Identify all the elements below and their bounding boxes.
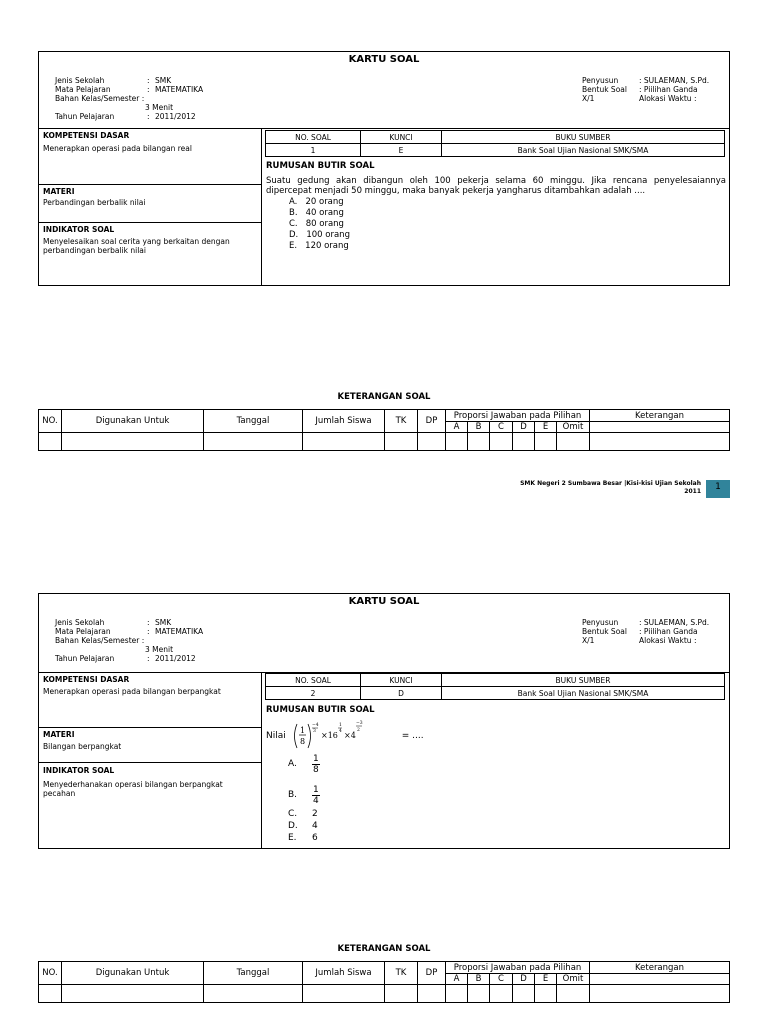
menit: 3 Menit bbox=[145, 103, 174, 112]
card-title: KARTU SOAL bbox=[348, 54, 420, 65]
svg-text:4: 4 bbox=[338, 729, 342, 734]
keterangan-table: NO. Digunakan Untuk Tanggal Jumlah Siswa TK DP Proporsi Jawaban pada Pilihan Keterangan A B C D E Omit bbox=[38, 961, 730, 1003]
question-text: Suatu gedung akan dibangun oleh 100 pekerja selama 60 minggu. Jika rencana penyelesaiannya dipercepat menjadi 50 minggu, maka banyak pekerja yangharus ditambahkan adalah .... bbox=[266, 176, 726, 196]
keterangan-title: KETERANGAN SOAL bbox=[337, 392, 431, 402]
buku-value: Bank Soal Ujian Nasional SMK/SMA bbox=[442, 687, 725, 700]
svg-text:×16: ×16 bbox=[320, 731, 338, 740]
indikator-text: Menyederhanakan operasi bilangan berpangkat pecahan bbox=[43, 780, 223, 798]
header-left: Jenis Sekolah : SMK Mata Pelajaran : MATEMATIKA Bahan Kelas/Semester : 3 Menit Tahun Pelajaran : 2011/2012 bbox=[55, 76, 204, 121]
ket-header-tanggal: Tanggal bbox=[204, 410, 303, 433]
page-number: 1 bbox=[706, 480, 730, 498]
bentuk-soal: Piilihan Ganda bbox=[643, 627, 698, 636]
ket-header-dp: DP bbox=[418, 410, 446, 433]
svg-text:1: 1 bbox=[338, 723, 342, 728]
question-suffix: = .... bbox=[401, 731, 424, 741]
header-left: Jenis Sekolah : SMK Mata Pelajaran : MATEMATIKA Bahan Kelas/Semester : 3 Menit Tahun Pelajaran : 2011/2012 bbox=[55, 618, 204, 663]
page-footer: SMK Negeri 2 Sumbawa Besar |Kisi-kisi Ujian Sekolah 2011 bbox=[520, 480, 701, 495]
ket-header-proporsi: Proporsi Jawaban pada Pilihan bbox=[446, 410, 590, 422]
ket-header-keterangan: Keterangan bbox=[590, 410, 730, 422]
svg-text:1: 1 bbox=[299, 726, 305, 735]
kunci-value: D bbox=[361, 687, 442, 700]
options-list bbox=[288, 751, 320, 845]
indikator-heading: INDIKATOR SOAL bbox=[43, 766, 115, 775]
svg-text:−3: −3 bbox=[355, 721, 363, 726]
kunci-value: E bbox=[361, 144, 442, 157]
ket-header-tk: TK bbox=[385, 410, 418, 433]
kelas: X/1 bbox=[582, 636, 595, 645]
exponent-formula-graphic bbox=[289, 720, 399, 752]
materi-heading: MATERI bbox=[43, 730, 75, 739]
option-c: C. 80 orang bbox=[289, 219, 344, 229]
no-soal-header: NO. SOAL bbox=[266, 131, 361, 144]
rumusan-heading: RUMUSAN BUTIR SOAL bbox=[266, 161, 375, 171]
tahun: 2011/2012 bbox=[155, 654, 196, 663]
ket-header-digunakan: Digunakan Untuk bbox=[62, 410, 204, 433]
buku-value: Bank Soal Ujian Nasional SMK/SMA bbox=[442, 144, 725, 157]
ket-sub-b: B bbox=[468, 422, 490, 433]
ket-sub-omit: Omit bbox=[557, 422, 590, 433]
options-list bbox=[289, 197, 350, 252]
rumusan-heading: RUMUSAN BUTIR SOAL bbox=[266, 705, 375, 715]
bentuk-soal: Piilihan Ganda bbox=[643, 85, 698, 94]
question-prefix: Nilai bbox=[266, 731, 286, 741]
ket-header-no: NO. bbox=[39, 410, 62, 433]
materi-text: Perbandingan berbalik nilai bbox=[43, 198, 146, 207]
alokasi-waktu: Alokasi Waktu : bbox=[639, 94, 697, 103]
ket-sub-e: E bbox=[535, 422, 557, 433]
option-e: E. 6 bbox=[288, 833, 318, 843]
indikator-text: Menyelesaikan soal cerita yang berkaitan dengan perbandingan berbalik nilai bbox=[43, 237, 230, 255]
materi-text: Bilangan berpangkat bbox=[43, 742, 122, 751]
soal-info-table: NO. SOAL KUNCI BUKU SUMBER 2 D Bank Soal Ujian Nasional SMK/SMA bbox=[265, 673, 725, 700]
alokasi-waktu: Alokasi Waktu : bbox=[639, 636, 697, 645]
option-b: B. $\frac{1}{4}$ bbox=[288, 784, 319, 806]
kelas: X/1 bbox=[582, 94, 595, 103]
no-soal-value: 1 bbox=[266, 144, 361, 157]
tahun: 2011/2012 bbox=[155, 112, 196, 121]
penyusun: SULAEMAN, S.Pd. bbox=[643, 76, 710, 85]
indikator-heading: INDIKATOR SOAL bbox=[43, 225, 115, 234]
card-title: KARTU SOAL bbox=[348, 596, 420, 607]
option-e: E. 120 orang bbox=[289, 241, 349, 251]
materi-heading: MATERI bbox=[43, 187, 75, 196]
header-right: Penyusun : SULAEMAN, S.Pd. Bentuk Soal : Piilihan Ganda X/1 Alokasi Waktu : bbox=[582, 618, 710, 645]
label-bahan: Bahan Kelas/Semester bbox=[55, 94, 140, 103]
math-expression bbox=[266, 720, 424, 752]
kartu-soal-2 bbox=[38, 593, 730, 849]
svg-text:8: 8 bbox=[299, 737, 305, 746]
ket-sub-d: D bbox=[513, 422, 535, 433]
kompetensi-text: Menerapkan operasi pada bilangan real bbox=[43, 144, 192, 153]
mata-pelajaran: MATEMATIKA bbox=[155, 85, 204, 94]
penyusun: SULAEMAN, S.Pd. bbox=[643, 618, 710, 627]
option-d: D. 100 orang bbox=[289, 230, 350, 240]
svg-text:×4: ×4 bbox=[343, 731, 356, 740]
header-right: Penyusun : SULAEMAN, S.Pd. Bentuk Soal : Piilihan Ganda X/1 Alokasi Waktu : bbox=[582, 76, 710, 103]
label-tahun: Tahun Pelajaran bbox=[55, 112, 115, 121]
menit: 3 Menit bbox=[145, 645, 174, 654]
svg-text:2: 2 bbox=[356, 728, 360, 733]
kartu-soal-1 bbox=[38, 51, 730, 286]
svg-text:3: 3 bbox=[312, 729, 316, 734]
mata-pelajaran: MATEMATIKA bbox=[155, 627, 204, 636]
jenis-sekolah: SMK bbox=[155, 618, 172, 627]
kompetensi-text: Menerapkan operasi pada bilangan berpangkat bbox=[43, 687, 221, 696]
option-b: B. 40 orang bbox=[289, 208, 344, 218]
label-jenis-sekolah: Jenis Sekolah bbox=[55, 76, 105, 85]
keterangan-table bbox=[38, 409, 730, 451]
kunci-header: KUNCI bbox=[361, 131, 442, 144]
jenis-sekolah: SMK bbox=[155, 76, 172, 85]
ket-header-jumlah-siswa: Jumlah Siswa bbox=[303, 410, 385, 433]
ket-sub-a: A bbox=[446, 422, 468, 433]
buku-header: BUKU SUMBER bbox=[442, 131, 725, 144]
ket-sub-c: C bbox=[490, 422, 513, 433]
label-mata-pelajaran: Mata Pelajaran bbox=[55, 85, 111, 94]
keterangan-title: KETERANGAN SOAL bbox=[337, 944, 431, 954]
kompetensi-heading: KOMPETENSI DASAR bbox=[43, 131, 130, 140]
kompetensi-heading: KOMPETENSI DASAR bbox=[43, 675, 130, 684]
soal-info-table bbox=[265, 130, 725, 157]
no-soal-value: 2 bbox=[266, 687, 361, 700]
svg-text:−4: −4 bbox=[311, 723, 319, 728]
option-d: D. 4 bbox=[288, 821, 318, 831]
option-a: A. $\frac{1}{8}$ bbox=[288, 753, 319, 775]
option-c: C. 2 bbox=[288, 809, 318, 819]
option-a: A. 20 orang bbox=[289, 197, 344, 207]
